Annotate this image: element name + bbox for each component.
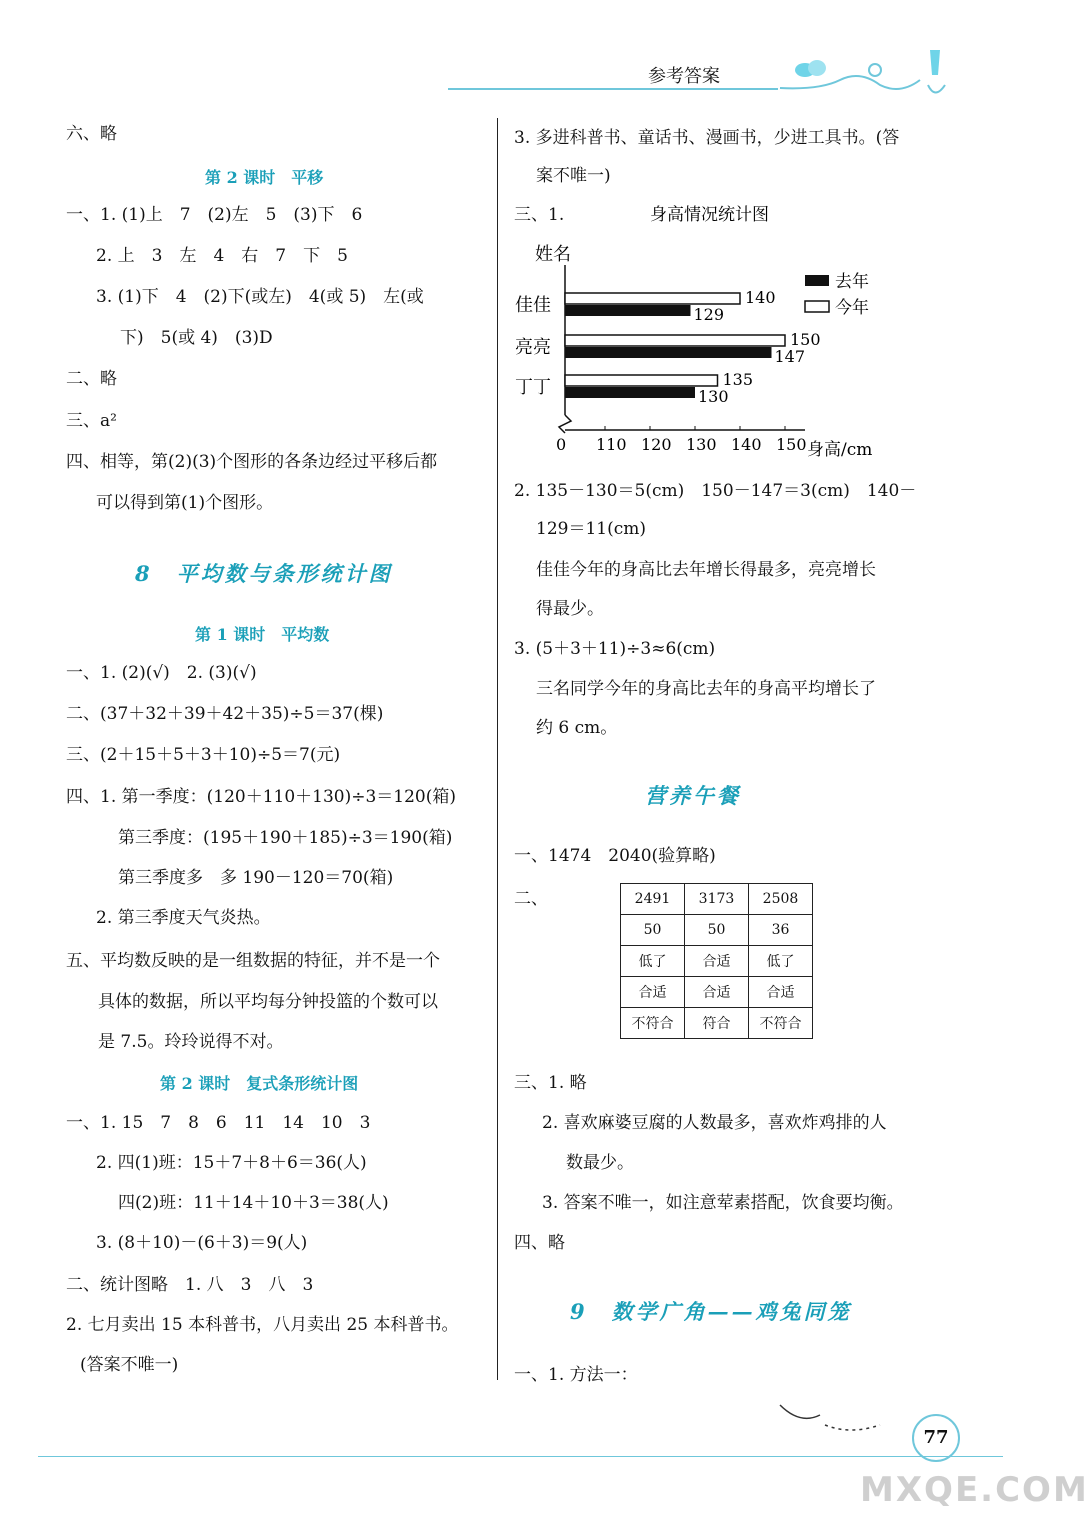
- data-label-last-year: 130: [698, 387, 729, 406]
- data-label-last-year: 129: [693, 305, 725, 324]
- lesson-subtitle: 第 1 课时 平均数: [195, 625, 330, 644]
- data-label-last-year: 147: [774, 347, 806, 366]
- answer-line: 第三季度：(195＋190＋185)÷3＝190(箱): [118, 828, 453, 848]
- answer-line: 3. (1)下 4 (2)下(或左) 4(或 5) 左(或: [96, 287, 424, 307]
- table-row: [621, 977, 813, 1008]
- answer-line: 二、略: [66, 369, 117, 389]
- answer-line: 佳佳今年的身高比去年增长得最多，亮亮增长: [536, 560, 876, 580]
- x-tick-label: 140: [731, 435, 762, 454]
- bottom-rule: [38, 1456, 1003, 1457]
- y-axis-label: 姓名: [535, 244, 571, 265]
- watermark: MXQE.COM: [860, 1470, 1089, 1510]
- section-heading: 8 平均数与条形统计图: [135, 561, 393, 586]
- answer-line: 二、: [514, 889, 548, 909]
- answer-line: (答案不唯一): [80, 1355, 179, 1375]
- answer-line: 2. 七月卖出 15 本科普书，八月卖出 25 本科普书。: [66, 1315, 459, 1335]
- answer-line: 三、1. 略: [514, 1073, 587, 1093]
- answer-line: 3. 答案不唯一，如注意荤素搭配，饮食要均衡。: [542, 1193, 904, 1213]
- chart-title: 身高情况统计图: [650, 205, 769, 225]
- answer-line: 得最少。: [536, 599, 604, 619]
- table-cell: 2491: [621, 884, 685, 915]
- table-row: [621, 1008, 813, 1039]
- answer-line: 2. 135－130＝5(cm) 150－147＝3(cm) 140－: [514, 481, 917, 501]
- answer-line: 四、略: [514, 1233, 565, 1253]
- bar-last-year: [565, 305, 691, 316]
- answer-line: 六、略: [66, 124, 117, 144]
- table-cell: 不符合: [749, 1008, 813, 1039]
- answer-line: 2. 四(1)班：15＋7＋8＋6＝36(人): [96, 1153, 367, 1173]
- category-label: 丁丁: [515, 377, 551, 398]
- answer-line: 一、1. (2)(√) 2. (3)(√): [66, 663, 257, 683]
- section-heading: 9 数学广角——鸡兔同笼: [570, 1299, 852, 1324]
- answer-line: 数最少。: [566, 1153, 634, 1173]
- header-title: 参考答案: [648, 66, 720, 87]
- answer-line: 2. 上 3 左 4 右 7 下 5: [96, 246, 348, 266]
- answer-line: 五、平均数反映的是一组数据的特征，并不是一个: [66, 951, 440, 971]
- table-cell: 50: [621, 915, 685, 946]
- data-label-this-year: 135: [722, 370, 754, 389]
- answer-line: 是 7.5。玲玲说得不对。: [98, 1032, 284, 1052]
- answer-line: 129＝11(cm): [536, 519, 646, 539]
- x-tick-label: 0: [556, 435, 567, 454]
- column-divider: [497, 118, 498, 1380]
- category-label: 亮亮: [515, 337, 551, 358]
- legend-label-last-year: 去年: [835, 272, 869, 292]
- legend-swatch-this-year: [805, 301, 829, 312]
- x-axis-label: 身高/cm: [807, 440, 873, 460]
- table-cell: 合适: [685, 946, 749, 977]
- x-tick-label: 110: [596, 435, 627, 454]
- table-cell: 不符合: [621, 1008, 685, 1039]
- answer-line: 2. 喜欢麻婆豆腐的人数最多，喜欢炸鸡排的人: [542, 1113, 887, 1133]
- answer-line: 约 6 cm。: [536, 718, 618, 738]
- answer-line: 可以得到第(1)个图形。: [96, 493, 274, 513]
- answer-line: 二、统计图略 1. 八 3 八 3: [66, 1275, 314, 1295]
- table-row: [621, 884, 813, 915]
- answer-line: 3. (5＋3＋11)÷3≈6(cm): [514, 639, 716, 659]
- data-label-this-year: 140: [745, 288, 776, 307]
- butterfly-vine-icon: [780, 40, 950, 100]
- table-row: [621, 946, 813, 977]
- page-number: 77: [912, 1414, 960, 1462]
- bar-this-year: [565, 375, 718, 386]
- legend-swatch-last-year: [805, 275, 829, 286]
- answer-line: 一、1. 方法一：: [514, 1365, 638, 1385]
- bar-last-year: [565, 387, 695, 398]
- table-cell: 2508: [749, 884, 813, 915]
- table-cell: 符合: [685, 1008, 749, 1039]
- table-cell: 合适: [749, 977, 813, 1008]
- legend-label-this-year: 今年: [835, 298, 869, 318]
- x-tick-label: 130: [686, 435, 717, 454]
- section-heading: 营养午餐: [645, 783, 741, 808]
- header-rule: [448, 88, 778, 90]
- table-cell: 合适: [685, 977, 749, 1008]
- table-cell: 3173: [685, 884, 749, 915]
- answer-line: 3. 多进科普书、童话书、漫画书，少进工具书。(答: [514, 128, 900, 148]
- answer-line: 三、a²: [66, 411, 117, 431]
- answer-line: 四、相等，第(2)(3)个图形的各条边经过平移后都: [66, 452, 438, 472]
- x-tick-label: 150: [776, 435, 807, 454]
- answer-line: 一、1. 15 7 8 6 11 14 10 3: [66, 1113, 371, 1133]
- answer-line: 3. (8＋10)－(6＋3)＝9(人): [96, 1233, 308, 1253]
- table-row: [621, 915, 813, 946]
- bar-this-year: [565, 293, 740, 304]
- lesson-subtitle: 第 2 课时 复式条形统计图: [160, 1074, 359, 1093]
- table-cell: 合适: [621, 977, 685, 1008]
- category-label: 佳佳: [515, 295, 551, 316]
- answer-line: 三名同学今年的身高比去年的身高平均增长了: [536, 679, 876, 699]
- answer-line: 四(2)班：11＋14＋10＋3＝38(人): [118, 1193, 389, 1213]
- data-label-this-year: 150: [790, 330, 821, 349]
- lesson-subtitle: 第 2 课时 平移: [205, 168, 324, 187]
- answer-line: 2. 第三季度天气炎热。: [96, 908, 271, 928]
- answer-line: 具体的数据，所以平均每分钟投篮的个数可以: [98, 992, 438, 1012]
- answer-line: 第三季度多 多 190－120＝70(箱): [118, 868, 394, 888]
- height-bar-chart: [505, 195, 885, 470]
- answer-line: 下) 5(或 4) (3)D: [120, 328, 273, 348]
- x-tick-label: 120: [641, 435, 672, 454]
- table-cell: 低了: [749, 946, 813, 977]
- bar-last-year: [565, 347, 772, 358]
- answer-line: 三、1.: [514, 205, 565, 225]
- bar-this-year: [565, 335, 785, 346]
- answer-line: 二、(37＋32＋39＋42＋35)÷5＝37(棵): [66, 704, 384, 724]
- dotted-trail-icon: [770, 1395, 910, 1440]
- answer-table: [620, 883, 813, 1039]
- answer-line: 一、1. (1)上 7 (2)左 5 (3)下 6: [66, 205, 363, 225]
- answer-line: 一、1474 2040(验算略): [514, 846, 716, 866]
- table-cell: 50: [685, 915, 749, 946]
- answer-line: 三、(2＋15＋5＋3＋10)÷5＝7(元): [66, 745, 341, 765]
- table-cell: 36: [749, 915, 813, 946]
- answer-line: 案不唯一): [536, 166, 611, 186]
- answer-line: 四、1. 第一季度：(120＋110＋130)÷3＝120(箱): [66, 787, 457, 807]
- table-cell: 低了: [621, 946, 685, 977]
